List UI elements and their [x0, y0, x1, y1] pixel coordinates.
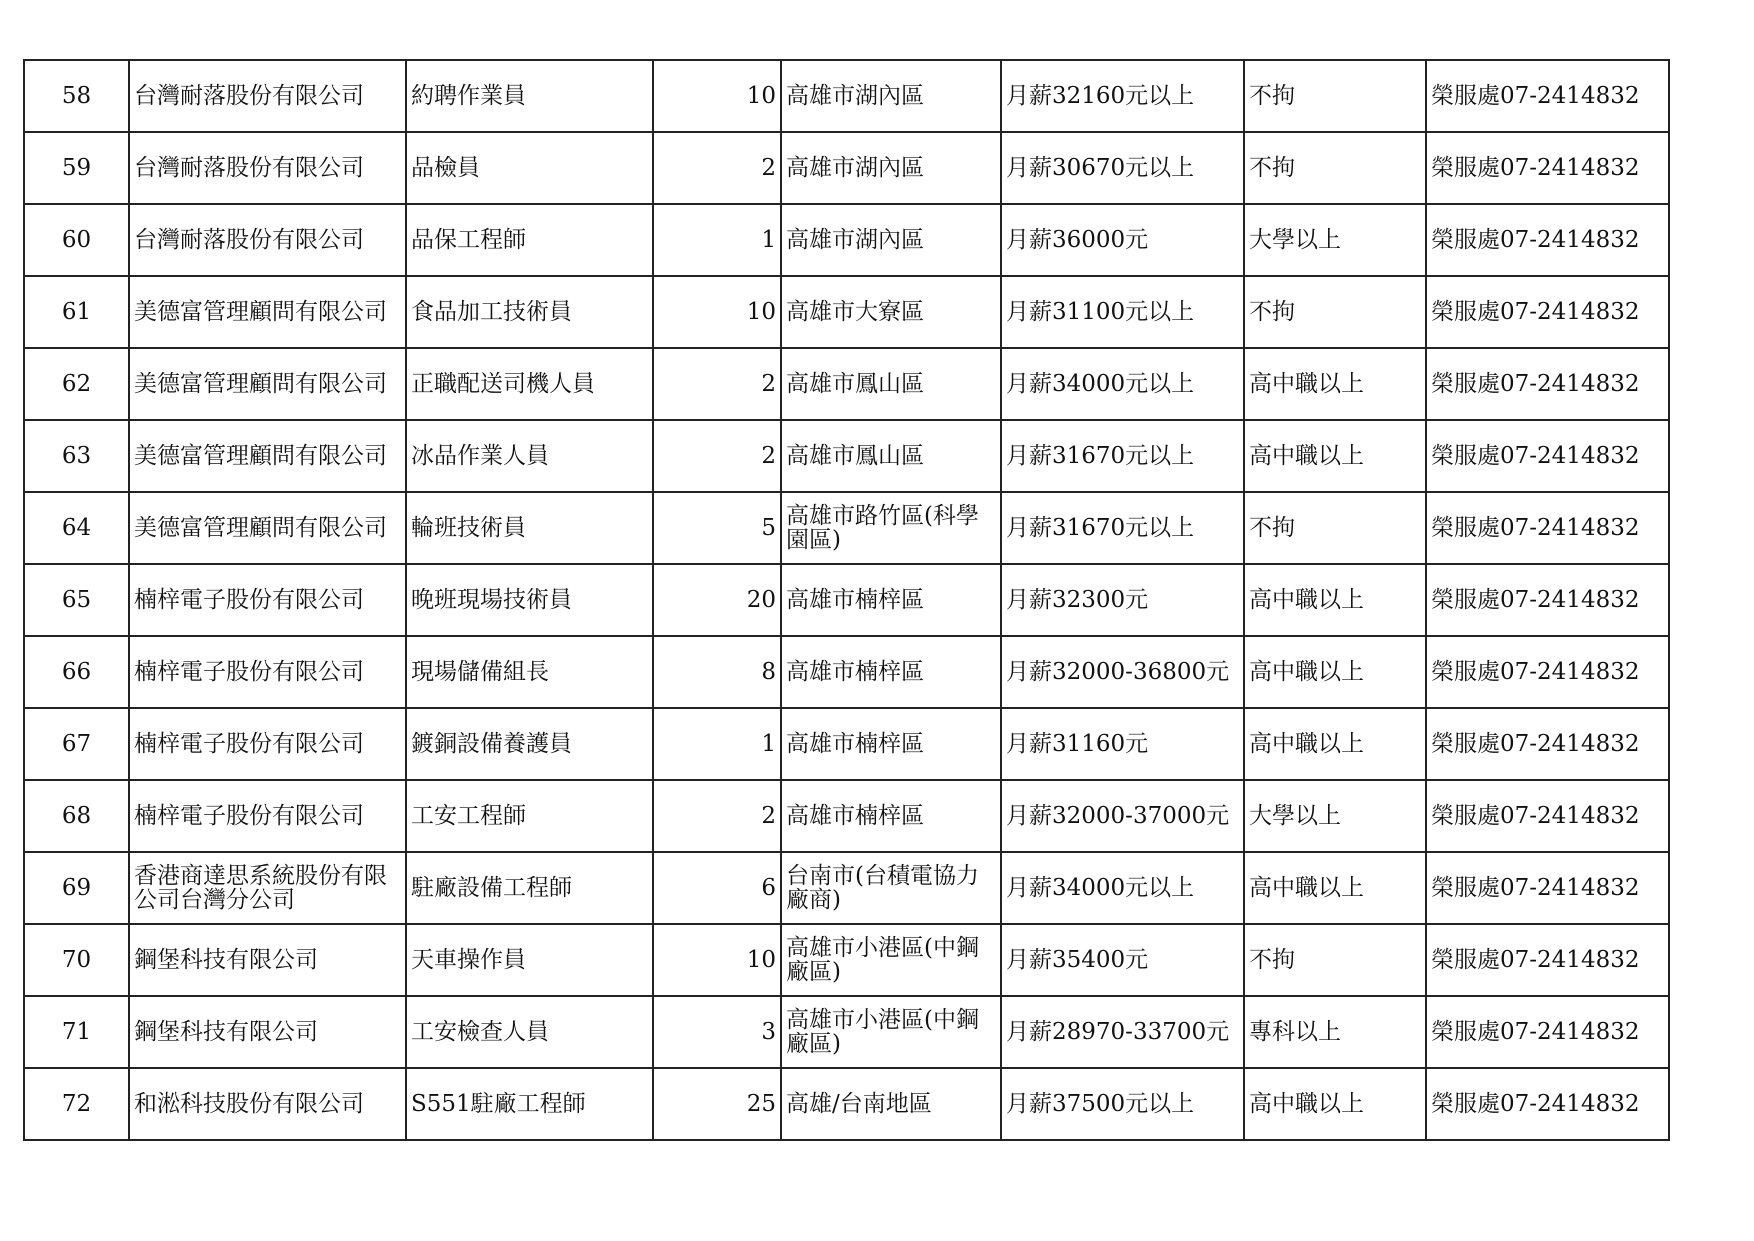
company-name: 楠梓電子股份有限公司: [129, 708, 406, 780]
work-location: 高雄/台南地區: [781, 1068, 1001, 1140]
salary: 月薪32000-36800元: [1001, 636, 1244, 708]
job-listing-table: [23, 59, 1670, 1141]
work-location: 高雄市楠梓區: [781, 780, 1001, 852]
contact-info: 榮服處07-2414832: [1426, 996, 1669, 1068]
job-title: S551駐廠工程師: [406, 1068, 653, 1140]
job-number: 62: [24, 348, 129, 420]
contact-info: 榮服處07-2414832: [1426, 348, 1669, 420]
contact-info: 榮服處07-2414832: [1426, 636, 1669, 708]
contact-info: 榮服處07-2414832: [1426, 564, 1669, 636]
job-title: 正職配送司機人員: [406, 348, 653, 420]
contact-info: 榮服處07-2414832: [1426, 1068, 1669, 1140]
table-row: [24, 420, 1669, 492]
job-title: 冰品作業人員: [406, 420, 653, 492]
job-number: 68: [24, 780, 129, 852]
company-name: 香港商達思系統股份有限公司台灣分公司: [129, 852, 406, 924]
job-title: 品檢員: [406, 132, 653, 204]
table-row: [24, 780, 1669, 852]
contact-info: 榮服處07-2414832: [1426, 780, 1669, 852]
work-location: 高雄市楠梓區: [781, 708, 1001, 780]
table-row: [24, 924, 1669, 996]
company-name: 鋼堡科技有限公司: [129, 924, 406, 996]
salary: 月薪31160元: [1001, 708, 1244, 780]
table-row: [24, 492, 1669, 564]
contact-info: 榮服處07-2414832: [1426, 60, 1669, 132]
table-row: [24, 708, 1669, 780]
table-row: [24, 852, 1669, 924]
work-location: 高雄市小港區(中鋼廠區): [781, 924, 1001, 996]
work-location: 高雄市楠梓區: [781, 636, 1001, 708]
job-number: 70: [24, 924, 129, 996]
contact-info: 榮服處07-2414832: [1426, 276, 1669, 348]
contact-info: 榮服處07-2414832: [1426, 204, 1669, 276]
company-name: 台灣耐落股份有限公司: [129, 60, 406, 132]
job-number: 64: [24, 492, 129, 564]
contact-info: 榮服處07-2414832: [1426, 420, 1669, 492]
salary: 月薪32160元以上: [1001, 60, 1244, 132]
company-name: 美德富管理顧問有限公司: [129, 492, 406, 564]
work-location: 高雄市鳳山區: [781, 420, 1001, 492]
openings-count: 25: [653, 1068, 781, 1140]
salary: 月薪34000元以上: [1001, 852, 1244, 924]
table-row: [24, 60, 1669, 132]
openings-count: 10: [653, 60, 781, 132]
job-number: 59: [24, 132, 129, 204]
table-row: [24, 348, 1669, 420]
company-name: 台灣耐落股份有限公司: [129, 132, 406, 204]
salary: 月薪30670元以上: [1001, 132, 1244, 204]
job-number: 65: [24, 564, 129, 636]
job-title: 現場儲備組長: [406, 636, 653, 708]
job-title: 工安工程師: [406, 780, 653, 852]
openings-count: 10: [653, 924, 781, 996]
education-requirement: 不拘: [1244, 492, 1426, 564]
education-requirement: 高中職以上: [1244, 1068, 1426, 1140]
salary: 月薪34000元以上: [1001, 348, 1244, 420]
salary: 月薪36000元: [1001, 204, 1244, 276]
education-requirement: 高中職以上: [1244, 564, 1426, 636]
job-title: 天車操作員: [406, 924, 653, 996]
job-rows: [24, 60, 1669, 1140]
education-requirement: 高中職以上: [1244, 636, 1426, 708]
openings-count: 1: [653, 204, 781, 276]
job-title: 工安檢查人員: [406, 996, 653, 1068]
openings-count: 2: [653, 348, 781, 420]
job-number: 60: [24, 204, 129, 276]
contact-info: 榮服處07-2414832: [1426, 852, 1669, 924]
job-title: 晚班現場技術員: [406, 564, 653, 636]
table-row: [24, 276, 1669, 348]
salary: 月薪32000-37000元: [1001, 780, 1244, 852]
company-name: 美德富管理顧問有限公司: [129, 276, 406, 348]
work-location: 高雄市路竹區(科學園區): [781, 492, 1001, 564]
education-requirement: 高中職以上: [1244, 852, 1426, 924]
contact-info: 榮服處07-2414832: [1426, 492, 1669, 564]
job-number: 71: [24, 996, 129, 1068]
openings-count: 8: [653, 636, 781, 708]
company-name: 楠梓電子股份有限公司: [129, 636, 406, 708]
education-requirement: 大學以上: [1244, 780, 1426, 852]
openings-count: 1: [653, 708, 781, 780]
company-name: 美德富管理顧問有限公司: [129, 348, 406, 420]
table-row: [24, 1068, 1669, 1140]
work-location: 高雄市湖內區: [781, 132, 1001, 204]
job-title: 品保工程師: [406, 204, 653, 276]
contact-info: 榮服處07-2414832: [1426, 924, 1669, 996]
job-title: 駐廠設備工程師: [406, 852, 653, 924]
openings-count: 20: [653, 564, 781, 636]
work-location: 高雄市小港區(中鋼廠區): [781, 996, 1001, 1068]
education-requirement: 不拘: [1244, 60, 1426, 132]
job-number: 61: [24, 276, 129, 348]
salary: 月薪32300元: [1001, 564, 1244, 636]
salary: 月薪31670元以上: [1001, 492, 1244, 564]
openings-count: 10: [653, 276, 781, 348]
salary: 月薪31670元以上: [1001, 420, 1244, 492]
education-requirement: 不拘: [1244, 276, 1426, 348]
table-row: [24, 996, 1669, 1068]
education-requirement: 高中職以上: [1244, 420, 1426, 492]
job-number: 69: [24, 852, 129, 924]
work-location: 高雄市鳳山區: [781, 348, 1001, 420]
salary: 月薪28970-33700元: [1001, 996, 1244, 1068]
salary: 月薪35400元: [1001, 924, 1244, 996]
table-row: [24, 564, 1669, 636]
table-row: [24, 132, 1669, 204]
job-number: 58: [24, 60, 129, 132]
education-requirement: 高中職以上: [1244, 708, 1426, 780]
openings-count: 2: [653, 420, 781, 492]
salary: 月薪37500元以上: [1001, 1068, 1244, 1140]
job-number: 63: [24, 420, 129, 492]
contact-info: 榮服處07-2414832: [1426, 132, 1669, 204]
job-title: 食品加工技術員: [406, 276, 653, 348]
salary: 月薪31100元以上: [1001, 276, 1244, 348]
work-location: 高雄市湖內區: [781, 60, 1001, 132]
company-name: 美德富管理顧問有限公司: [129, 420, 406, 492]
education-requirement: 大學以上: [1244, 204, 1426, 276]
job-number: 66: [24, 636, 129, 708]
work-location: 高雄市湖內區: [781, 204, 1001, 276]
openings-count: 6: [653, 852, 781, 924]
openings-count: 2: [653, 132, 781, 204]
company-name: 台灣耐落股份有限公司: [129, 204, 406, 276]
work-location: 高雄市大寮區: [781, 276, 1001, 348]
job-number: 72: [24, 1068, 129, 1140]
table-row: [24, 204, 1669, 276]
company-name: 鋼堡科技有限公司: [129, 996, 406, 1068]
openings-count: 2: [653, 780, 781, 852]
job-title: 約聘作業員: [406, 60, 653, 132]
contact-info: 榮服處07-2414832: [1426, 708, 1669, 780]
openings-count: 3: [653, 996, 781, 1068]
education-requirement: 專科以上: [1244, 996, 1426, 1068]
company-name: 楠梓電子股份有限公司: [129, 780, 406, 852]
education-requirement: 不拘: [1244, 132, 1426, 204]
work-location: 高雄市楠梓區: [781, 564, 1001, 636]
education-requirement: 不拘: [1244, 924, 1426, 996]
company-name: 楠梓電子股份有限公司: [129, 564, 406, 636]
table-row: [24, 636, 1669, 708]
work-location: 台南市(台積電協力廠商): [781, 852, 1001, 924]
company-name: 和淞科技股份有限公司: [129, 1068, 406, 1140]
education-requirement: 高中職以上: [1244, 348, 1426, 420]
job-number: 67: [24, 708, 129, 780]
openings-count: 5: [653, 492, 781, 564]
job-title: 輪班技術員: [406, 492, 653, 564]
job-title: 鍍銅設備養護員: [406, 708, 653, 780]
